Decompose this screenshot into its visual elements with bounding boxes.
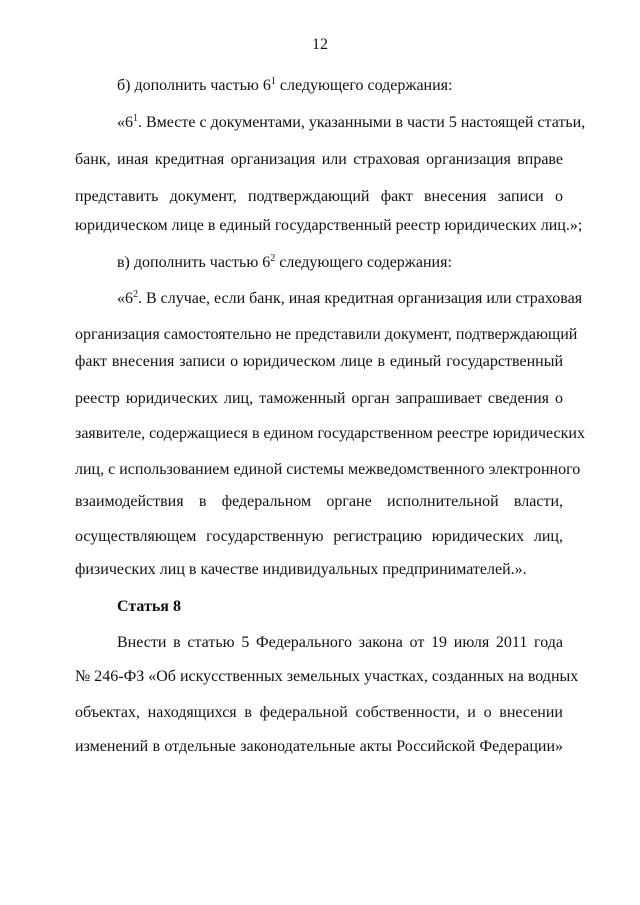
text-line: Внести в статью 5 Федерального закона от 19 июля 2011 года xyxy=(117,634,563,651)
text-line: представить документ, подтверждающий факт внесения записи о xyxy=(75,188,563,205)
text-line: осуществляющем государственную регистрацию юридических лиц, xyxy=(75,528,563,545)
text-line: б) дополнить частью $6^1$ следующего содержания: xyxy=(117,76,453,94)
page-number: 12 xyxy=(312,36,328,53)
text-line: лиц, с использованием единой системы межведомственного электронного xyxy=(75,461,581,478)
text-line: изменений в отдельные законодательные акты Российской Федерации» xyxy=(75,738,563,755)
text-line: «$6^1$. Вместе с документами, указанными в части 5 настоящей статьи, xyxy=(117,113,586,131)
text-line: организация самостоятельно не представили документ, подтверждающий xyxy=(75,326,578,343)
text-line: взаимодействия в федеральном органе исполнительной власти, xyxy=(75,493,563,510)
article-heading: Статья 8 xyxy=(117,598,181,615)
text-line: «$6^2$. В случае, если банк, иная кредитная организация или страховая xyxy=(117,289,583,307)
text-line: банк, иная кредитная организация или страховая организация вправе xyxy=(75,151,563,168)
text-line: в) дополнить частью $6^2$ следующего содержания: xyxy=(117,253,452,271)
text-line: юридическом лице в единый государственный реестр юридических лиц.»; xyxy=(75,217,583,234)
text-line: объектах, находящихся в федеральной собственности, и о внесении xyxy=(75,704,563,721)
text-line: реестр юридических лиц, таможенный орган запрашивает сведения о xyxy=(75,390,563,407)
text-line: факт внесения записи о юридическом лице в единый государственный xyxy=(75,353,563,370)
text-line: № 246-ФЗ «Об искусственных земельных участках, созданных на водных xyxy=(75,668,579,685)
text-line: физических лиц в качестве индивидуальных предпринимателей.». xyxy=(75,561,527,578)
text-line: заявителе, содержащиеся в едином государственном реестре юридических xyxy=(75,425,585,442)
